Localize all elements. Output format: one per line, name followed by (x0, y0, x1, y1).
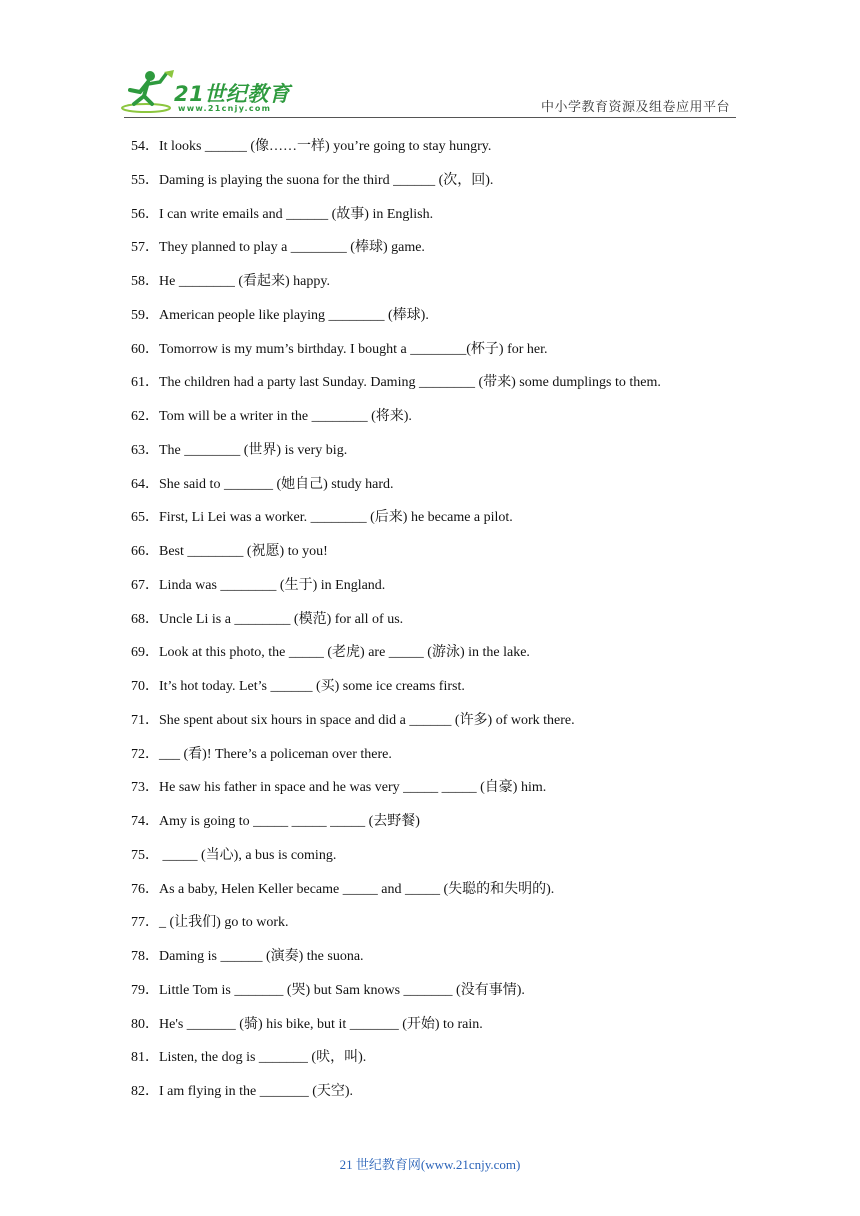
question-item (131, 844, 751, 878)
question-item (131, 405, 751, 439)
question-item (131, 1013, 751, 1047)
question-text: Listen, the dog is _______ (吠，叫). (159, 1050, 367, 1066)
question-item (131, 776, 751, 810)
question-item (131, 945, 751, 979)
question-text: He ________ (看起来) happy. (159, 274, 330, 289)
question-number: 70． (131, 679, 159, 694)
question-number: 58． (131, 274, 159, 289)
question-item (131, 878, 751, 912)
page-header (0, 0, 860, 118)
question-text: American people like playing ________ (棒球). (159, 307, 429, 323)
question-text: It looks ______ (像……一样) you’re going to stay hungry. (159, 139, 492, 154)
question-text: As a baby, Helen Keller became _____ and _____ (失聪的和失明的). (159, 881, 555, 897)
question-text: Little Tom is _______ (哭) but Sam knows _______ (没有事情). (159, 982, 525, 998)
question-item (131, 304, 751, 338)
question-text: He's _______ (骑) his bike, but it _______ (开始) to rain. (159, 1016, 483, 1032)
question-number: 62． (131, 409, 159, 424)
question-item (131, 743, 751, 777)
question-item (131, 236, 751, 270)
question-item (131, 203, 751, 237)
question-text: Look at this photo, the _____ (老虎) are _____ (游泳) in the lake. (159, 645, 530, 661)
question-text: Tom will be a writer in the ________ (将来). (159, 409, 412, 424)
question-item (131, 473, 751, 507)
question-item (131, 709, 751, 743)
question-number: 75． (131, 847, 159, 863)
logo-wordmark: 21世纪教育 (174, 82, 291, 106)
question-number: 78． (131, 949, 159, 964)
logo-url: www.21cnjy.com (178, 104, 272, 113)
question-text: ___ (看)! There’s a policeman over there. (159, 746, 392, 762)
question-number: 64． (131, 476, 159, 492)
question-text: Tomorrow is my mum’s birthday. I bought a ________(杯子) for her. (159, 341, 548, 357)
question-item (131, 1046, 751, 1080)
question-number: 60． (131, 341, 159, 357)
question-number: 69． (131, 645, 159, 661)
question-item (131, 135, 751, 169)
question-text: Daming is playing the suona for the third ______ (次，回). (159, 172, 494, 188)
question-number: 54． (131, 139, 159, 154)
question-item (131, 641, 751, 675)
question-number: 79． (131, 982, 159, 998)
question-number: 73． (131, 780, 159, 796)
question-item (131, 540, 751, 574)
question-text: Uncle Li is a ________ (模范) for all of us. (159, 611, 404, 627)
question-number: 66． (131, 544, 159, 559)
question-number: 65． (131, 510, 159, 526)
question-text: I can write emails and ______ (故事) in English. (159, 206, 434, 222)
runner-logo-icon (120, 68, 176, 114)
question-number: 63． (131, 442, 159, 458)
site-logo[interactable] (120, 68, 290, 116)
question-text: She said to _______ (她自己) study hard. (159, 476, 394, 492)
question-text: Best ________ (祝愿) to you! (159, 544, 328, 559)
question-item (131, 911, 751, 945)
question-number: 61． (131, 375, 159, 391)
question-text: Amy is going to _____ _____ _____ (去野餐) (159, 814, 420, 829)
question-text: First, Li Lei was a worker. ________ (后来) he became a pilot. (159, 510, 513, 526)
question-number: 76． (131, 881, 159, 897)
question-text: They planned to play a ________ (棒球) game. (159, 240, 425, 256)
question-number: 56． (131, 206, 159, 222)
question-text: The children had a party last Sunday. Daming ________ (带来) some dumplings to them. (159, 375, 661, 391)
question-item (131, 675, 751, 709)
question-item (131, 810, 751, 844)
header-divider (124, 117, 736, 118)
question-item (131, 371, 751, 405)
question-text: Daming is ______ (演奏) the suona. (159, 949, 364, 964)
question-item (131, 338, 751, 372)
question-text: Linda was ________ (生于) in England. (159, 577, 386, 593)
question-number: 55． (131, 172, 159, 188)
question-text: The ________ (世界) is very big. (159, 442, 348, 458)
page-footer[interactable]: 21 世纪教育网(www.21cnjy.com) (339, 1157, 521, 1172)
question-number: 67． (131, 577, 159, 593)
question-number: 68． (131, 611, 159, 627)
question-item (131, 574, 751, 608)
question-item (131, 169, 751, 203)
question-number: 81． (131, 1050, 159, 1066)
question-number: 77． (131, 915, 159, 931)
question-number: 57． (131, 240, 159, 256)
question-number: 82． (131, 1084, 159, 1099)
question-list (131, 135, 751, 1114)
question-text: It’s hot today. Let’s ______ (买) some ice creams first. (159, 679, 465, 694)
question-text: She spent about six hours in space and did a ______ (许多) of work there. (159, 712, 575, 728)
question-item (131, 270, 751, 304)
question-number: 71． (131, 712, 159, 728)
question-item (131, 608, 751, 642)
question-number: 59． (131, 307, 159, 323)
question-number: 80． (131, 1016, 159, 1032)
question-text: _ (让我们) go to work. (159, 915, 289, 931)
question-item (131, 439, 751, 473)
question-item (131, 506, 751, 540)
question-item (131, 979, 751, 1013)
question-number: 72． (131, 746, 159, 762)
question-text: I am flying in the _______ (天空). (159, 1084, 354, 1099)
question-number: 74． (131, 814, 159, 829)
question-text: He saw his father in space and he was very _____ _____ (自豪) him. (159, 780, 547, 796)
question-item (131, 1080, 751, 1114)
platform-tagline: 中小学教育资源及组卷应用平台 (540, 99, 730, 114)
question-text: _____ (当心), a bus is coming. (159, 847, 337, 863)
